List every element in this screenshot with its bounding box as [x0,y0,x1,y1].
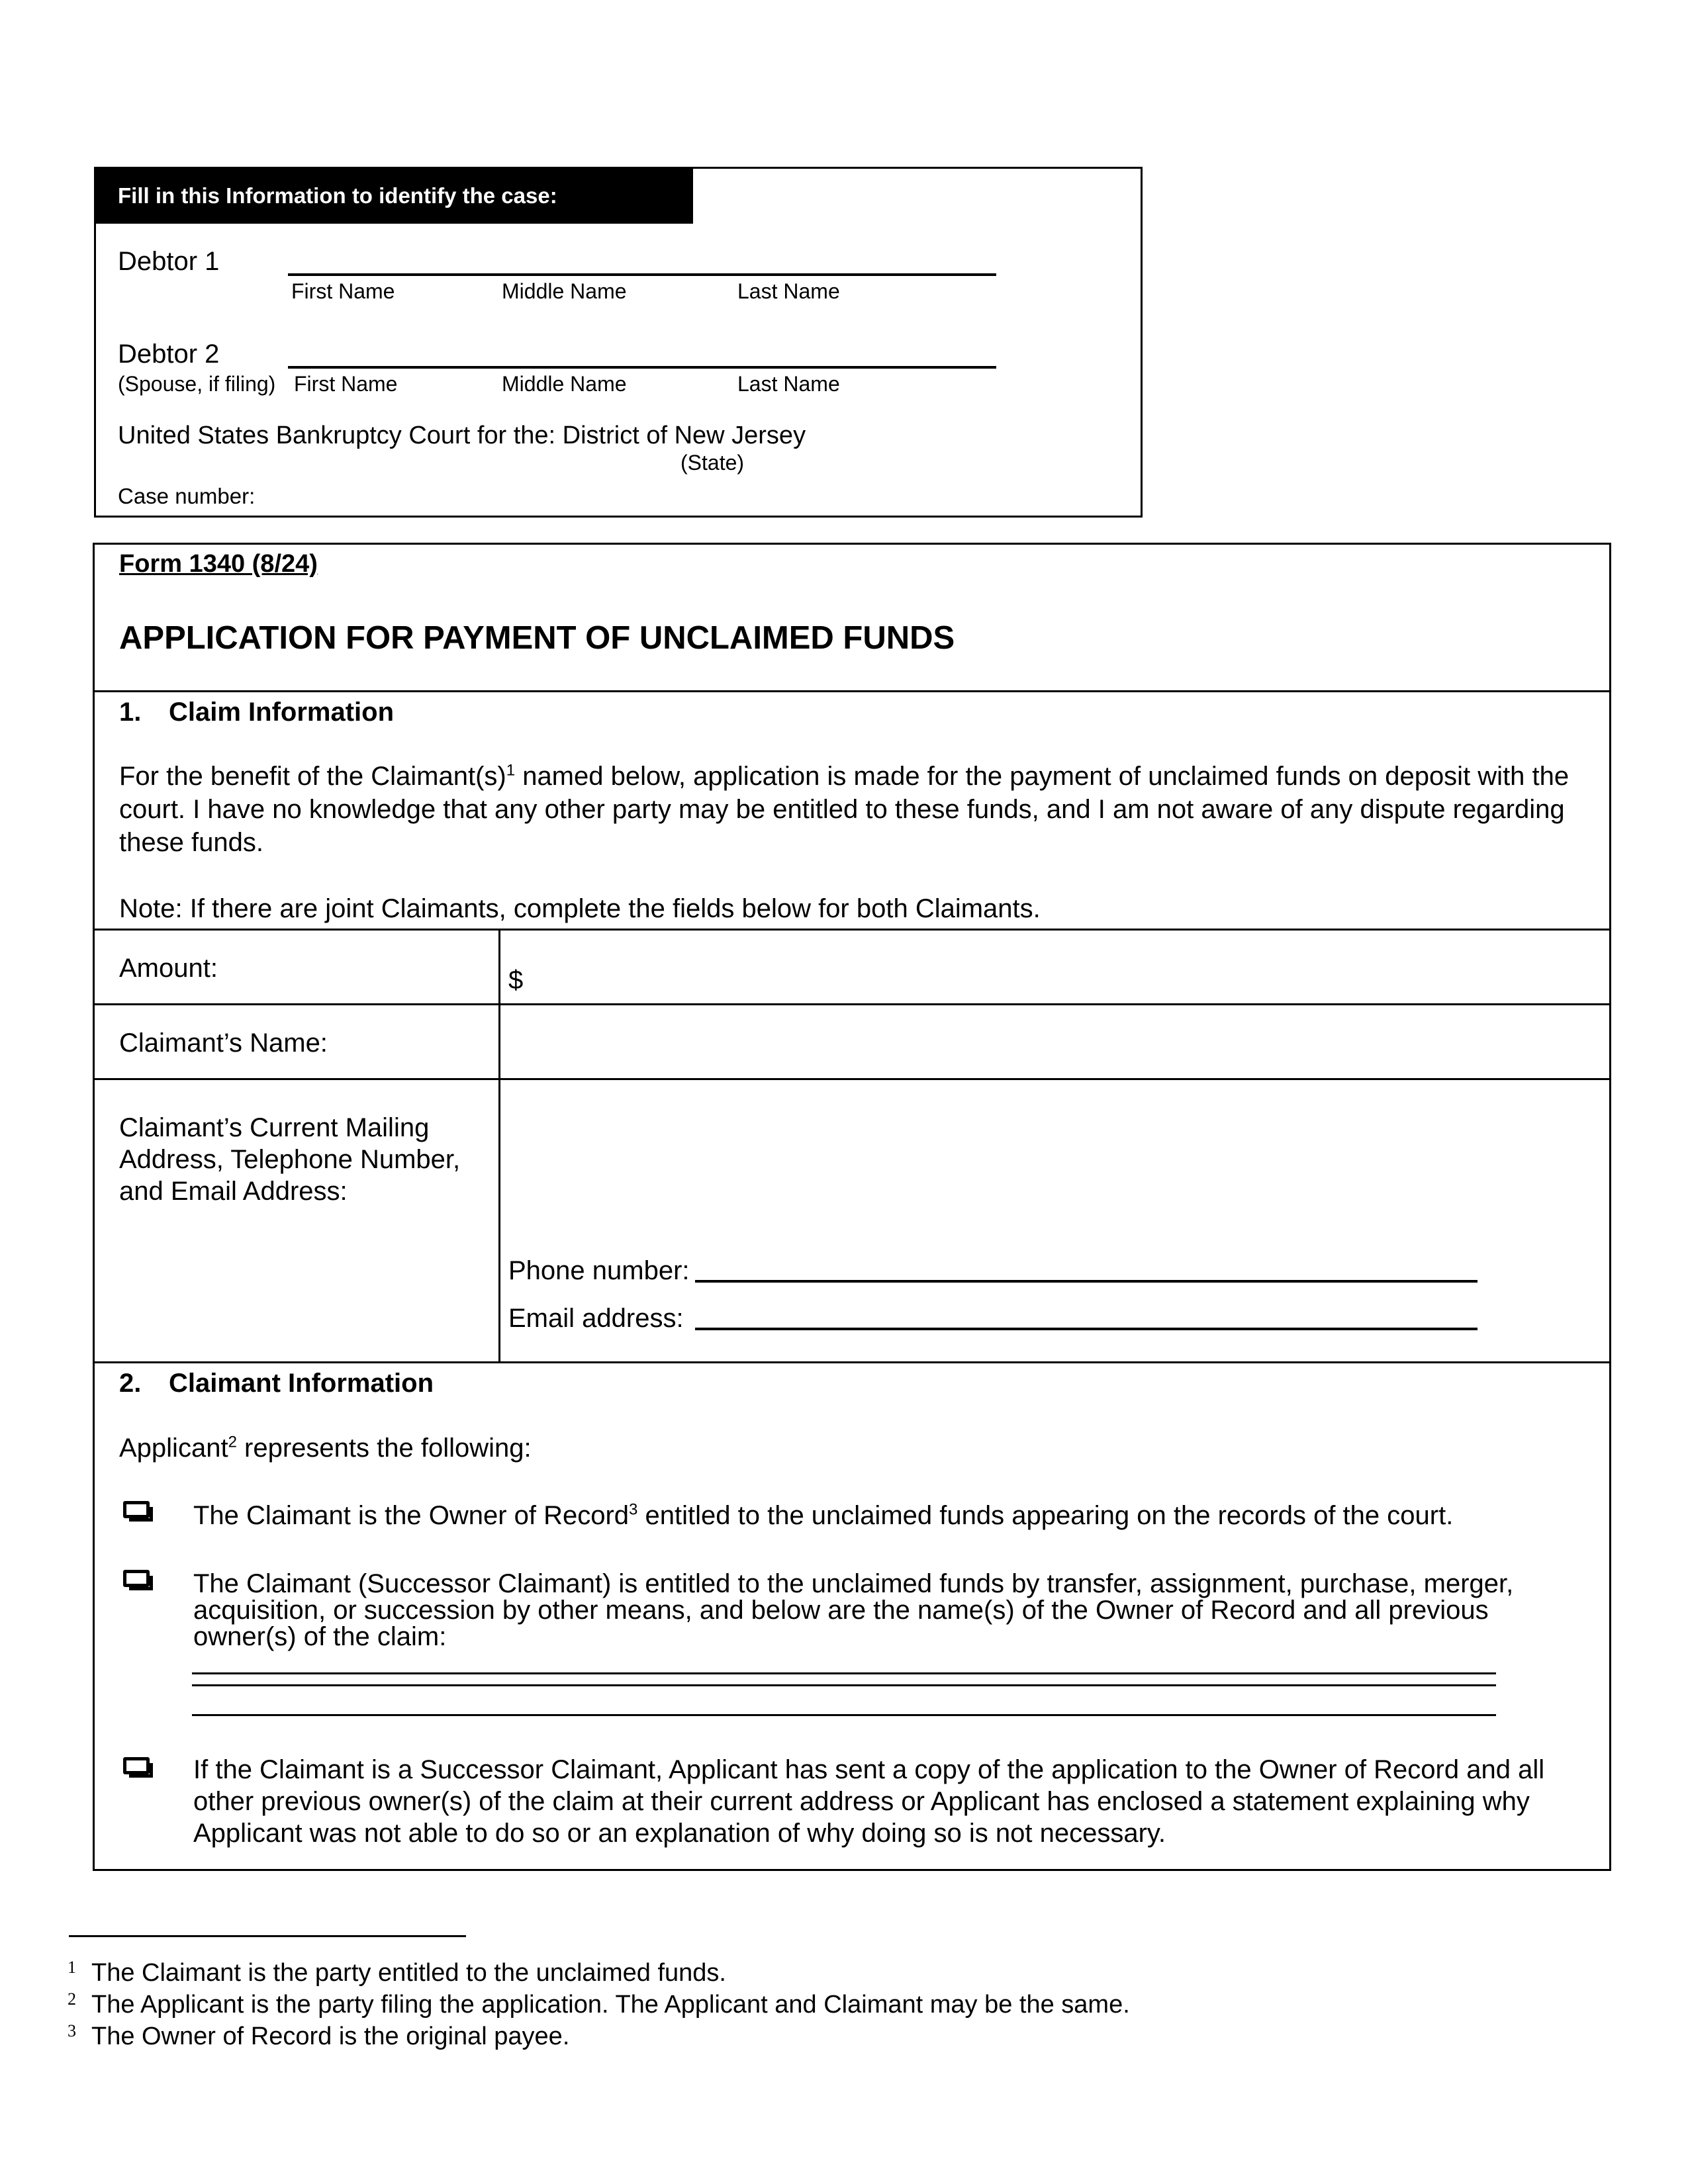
debtor1-last-name-label: Last Name [737,279,840,303]
copy-sent-checkbox[interactable] [123,1757,150,1774]
debtor2-name-field[interactable] [288,366,996,369]
option3-text: If the Claimant is a Successor Claimant, Applicant has sent a copy of the application to the Owner of Record and all other previous owner(s) of the claim at their current address or Applicant has enclosed a statement explaining why Applicant was not able to do so or an explanation of why doing so is not necessary. [193,1755,1545,1848]
dollar-sign: $ [508,966,524,995]
section2-heading: Claimant Information [169,1369,434,1398]
option2-text: The Claimant (Successor Claimant) is entitled to the unclaimed funds by transfer, assignment, purchase, merger, acquisition, or succession by other means, and below are the name(s) of the Owner of Record and all previous owner(s) of the claim: [193,1569,1514,1651]
debtor1-name-field[interactable] [288,273,996,276]
debtor1-first-name-label: First Name [291,279,395,303]
table-bottom [93,1361,1611,1363]
footnote-2-number: 2 [68,1989,76,2009]
footnote-3-number: 3 [68,2021,76,2040]
debtor2-last-name-label: Last Name [737,372,840,396]
table-col-divider [498,929,500,1363]
footnote-1-text: The Claimant is the party entitled to the unclaimed funds. [91,1959,726,1987]
debtor1-label: Debtor 1 [118,247,220,276]
spouse-note: (Spouse, if filing) [118,372,276,396]
claimant-name-input[interactable] [506,1009,1599,1075]
state-label: (State) [680,451,745,475]
option1-text: The Claimant is the Owner of Record$^3$ entitled to the unclaimed funds appearing on the records of the court. [193,1500,1454,1530]
email-input[interactable] [695,1328,1477,1330]
debtor2-first-name-label: First Name [294,372,398,396]
claimant-name-label: Claimant’s Name: [119,1028,328,1058]
debtor2-label: Debtor 2 [118,340,220,369]
section1-note: Note: If there are joint Claimants, complete the fields below for both Claimants. [119,894,1041,923]
table-row-divider-1 [93,1003,1611,1005]
phone-input[interactable] [695,1280,1477,1283]
section1-paragraph: For the benefit of the $Claimant(s)^1$ named below, application is made for the payment of unclaimed funds on deposit with the court. I have no knowledge that any other party may be entitled to these funds, and I am not aware of any dispute regarding these funds. [119,761,1570,857]
section2-number: 2. [119,1369,142,1398]
amount-input[interactable] [536,933,1595,999]
debtor2-middle-name-label: Middle Name [502,372,627,396]
divider-title [93,690,1611,692]
form-number: Form 1340 (8/24) [119,550,318,578]
court-line: United States Bankruptcy Court for the: District of New Jersey [118,422,806,449]
table-row-divider-2 [93,1078,1611,1080]
footnote-3-text: The Owner of Record is the original payee. [91,2023,570,2050]
successor-claimant-checkbox[interactable] [123,1570,150,1587]
form-title: APPLICATION FOR PAYMENT OF UNCLAIMED FUNDS [119,620,955,656]
table-top [93,929,1611,931]
section1-heading: Claim Information [169,698,395,727]
debtor1-middle-name-label: Middle Name [502,279,627,303]
amount-label: Amount: [119,954,218,983]
applicant-statement: Applicant$^2$ represents the following: [119,1433,532,1463]
address-input[interactable] [506,1085,1599,1231]
previous-owners-line-3[interactable] [192,1714,1496,1716]
email-label: Email address: [508,1304,684,1333]
section1-number: 1. [119,698,142,727]
phone-label: Phone number: [508,1256,690,1285]
footnote-separator [69,1935,466,1937]
case-number-label: Case number: [118,484,256,508]
case-box-header-text: Fill in this Information to identify the case: [118,183,557,208]
previous-owners-line-2[interactable] [192,1684,1496,1686]
footnote-1-number: 1 [68,1958,76,1977]
footnote-2-text: The Applicant is the party filing the application. The Applicant and Claimant may be the same. [91,1991,1130,2019]
address-label: Claimant’s Current Mailing Address, Telephone Number, and Email Address: [119,1113,461,1206]
owner-of-record-checkbox[interactable] [123,1501,150,1518]
previous-owners-line-1[interactable] [192,1672,1496,1674]
